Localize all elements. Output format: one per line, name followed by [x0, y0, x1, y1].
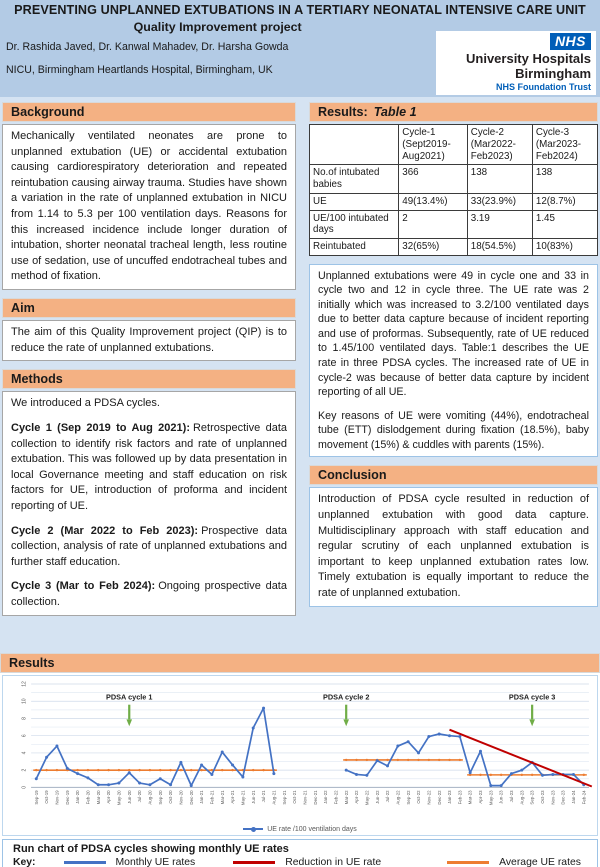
background-panel [2, 124, 296, 290]
svg-text:May-21: May-21 [240, 790, 246, 806]
svg-text:Jan-20: Jan-20 [75, 790, 81, 804]
results-heading-text: Results: [318, 105, 368, 119]
svg-text:2: 2 [21, 768, 28, 772]
cycle-3-label: Cycle 3 (Mar to Feb 2024): [11, 580, 156, 593]
svg-text:Feb-23: Feb-23 [457, 790, 463, 805]
svg-text:May-20: May-20 [116, 790, 122, 806]
svg-text:Oct-20: Oct-20 [168, 790, 174, 804]
svg-text:Jun-23: Jun-23 [498, 790, 504, 804]
svg-text:Nov-23: Nov-23 [550, 790, 556, 805]
svg-text:PDSA cycle 1: PDSA cycle 1 [106, 692, 153, 702]
conclusion-panel [309, 487, 598, 606]
svg-text:Oct-21: Oct-21 [292, 790, 298, 804]
cycle-1-text: Retrospective data collection to identify risk factors and rate of unplanned extubation. This was followed up by data presentation in local Governance meeting and staff education on risk factors for UE, introduction of proforma and incident reporting of UE. [11, 421, 287, 512]
chart-section [0, 653, 600, 867]
svg-text:PDSA cycle 2: PDSA cycle 2 [322, 692, 370, 702]
svg-text:Jan-23: Jan-23 [447, 790, 453, 804]
svg-text:Aug-22: Aug-22 [395, 790, 401, 805]
conclusion-text: Introduction of PDSA cycle resulted in reduction of unplanned extubation with good data capture. Multidisciplinary approach with staff education and regular scrutiny of each unplanned extubation is important to keep unplanned extubation rates low. Timely extubation is equally important to reduce the rate of unplanned extubation. [318, 493, 589, 599]
methods-heading: Methods [2, 369, 296, 389]
results-paragraph-1: Unplanned extubations were 49 in cycle one and 33 in cycle two and 12 in cycle three. The UE rate was 2 initially which was increased to 3.2/100 ventilated days due to better data capture because of incident reporting and use of proformas. Subsequently, rate of UE reduced to 1.45/100 ventilated days. Table:1 describes the UE rate in three PDSA cycles. The increased rate of UE in cycle-2 was because of better data capture by incident reporting of all UE. [318, 269, 589, 399]
left-column [2, 102, 296, 649]
cell: 18(54.5%) [467, 239, 532, 256]
cell: 49(13.4%) [399, 193, 467, 210]
svg-text:Apr-20: Apr-20 [106, 790, 112, 804]
svg-text:Jul-23: Jul-23 [509, 790, 515, 803]
poster-subtitle: Quality Improvement project [133, 20, 302, 34]
svg-text:Nov-19: Nov-19 [54, 790, 60, 805]
methods-cycle-3 [11, 579, 287, 610]
row-label: Reintubated [310, 239, 399, 256]
cell: 138 [467, 165, 532, 194]
cycle-2-text: Prospective data collection, analysis of rate of unplanned extubations and further staff education. [11, 524, 287, 568]
reduction-trend-line [449, 730, 591, 787]
poster-header [0, 0, 600, 97]
cycle-2-label: Cycle 2 (Mar 2022 to Feb 2023): [11, 524, 199, 537]
methods-cycle-1 [11, 421, 287, 515]
svg-text:Oct-19: Oct-19 [44, 790, 50, 804]
chart-series-legend [3, 823, 597, 835]
key-item-monthly: Monthly UE rates [115, 857, 196, 867]
svg-text:Feb-22: Feb-22 [333, 790, 339, 805]
svg-text:Nov-22: Nov-22 [426, 790, 432, 805]
logo-org-line1: University Hospitals [466, 51, 591, 66]
chart-key-row [13, 857, 587, 867]
row-label: UE [310, 193, 399, 210]
svg-text:Mar-20: Mar-20 [95, 790, 101, 805]
monthly-ue-line-icon [64, 861, 106, 864]
svg-text:Sep-22: Sep-22 [405, 790, 411, 805]
cell: 2 [399, 210, 467, 239]
series-legend-label: UE rate /100 ventilation days [267, 825, 357, 833]
chart-section-heading: Results [0, 653, 600, 673]
key-item-average: Average UE rates [499, 857, 581, 867]
svg-text:Aug-23: Aug-23 [519, 790, 525, 805]
svg-text:Sep-20: Sep-20 [157, 790, 163, 805]
svg-text:Dec-23: Dec-23 [560, 790, 566, 805]
svg-text:Oct-23: Oct-23 [540, 790, 546, 804]
svg-text:10: 10 [21, 698, 28, 705]
pdsa-annotations [106, 693, 555, 727]
methods-cycle-2 [11, 524, 287, 571]
svg-text:Dec-20: Dec-20 [188, 790, 194, 805]
main-columns [0, 97, 600, 653]
svg-text:0: 0 [21, 785, 28, 789]
svg-text:Jan-24: Jan-24 [571, 790, 577, 804]
cell: 138 [532, 165, 597, 194]
svg-text:Nov-21: Nov-21 [302, 790, 308, 805]
cell: 12(8.7%) [532, 193, 597, 210]
series-legend-line-icon [243, 828, 263, 830]
table-header-row [310, 125, 598, 165]
run-chart [2, 675, 598, 836]
methods-panel [2, 391, 296, 615]
svg-text:Sep-23: Sep-23 [529, 790, 535, 805]
svg-text:Dec-19: Dec-19 [64, 790, 70, 805]
logo-trust-line: NHS Foundation Trust [496, 82, 591, 92]
logo-org-line2: Birmingham [515, 66, 591, 81]
svg-text:Jan-21: Jan-21 [199, 790, 205, 804]
table-col-cycle2: Cycle-2 (Mar2022-Feb2023) [467, 125, 532, 165]
reduction-line-icon [233, 861, 275, 864]
row-label: No.of intubated babies [310, 165, 399, 194]
results-heading-note: Table 1 [373, 105, 417, 119]
right-column [309, 102, 598, 649]
results-paragraph-2: Key reasons of UE were vomiting (44%), endotracheal tube (ETT) dislodgement during fixation (18.5%), baby movement (15%) & cuddles with parents (15%). [318, 409, 589, 451]
svg-text:Mar-21: Mar-21 [219, 790, 225, 805]
average-line-icon [447, 861, 489, 864]
svg-text:Dec-21: Dec-21 [312, 790, 318, 805]
results-table-heading [309, 102, 598, 122]
cell: 33(23.9%) [467, 193, 532, 210]
svg-text:12: 12 [21, 681, 28, 687]
cell: 1.45 [532, 210, 597, 239]
svg-text:Sep-21: Sep-21 [281, 790, 287, 805]
cycle-3-text: Ongoing prospective data collection. [11, 580, 287, 609]
cycle-1-label: Cycle 1 (Sep 2019 to Aug 2021): [11, 421, 190, 434]
svg-text:Jun-22: Jun-22 [374, 790, 380, 804]
results-table [309, 124, 598, 256]
y-axis-labels [22, 681, 28, 789]
svg-text:Mar-23: Mar-23 [467, 790, 473, 805]
key-item-reduction: Reduction in UE rate [285, 857, 382, 867]
svg-text:Oct-22: Oct-22 [416, 790, 422, 804]
svg-text:6: 6 [21, 734, 28, 738]
table-row [310, 193, 598, 210]
chart-caption: Run chart of PDSA cycles showing monthly UE rates [13, 843, 289, 856]
conclusion-heading: Conclusion [309, 465, 598, 485]
aim-panel [2, 320, 296, 361]
table-row [310, 239, 598, 256]
svg-text:Jul-22: Jul-22 [385, 790, 391, 803]
svg-text:Nov-20: Nov-20 [178, 790, 184, 805]
svg-text:Apr-22: Apr-22 [354, 790, 360, 804]
methods-intro: We introduced a PDSA cycles. [11, 397, 160, 410]
svg-text:Mar-22: Mar-22 [343, 790, 349, 805]
svg-text:Jan-22: Jan-22 [323, 790, 329, 804]
background-heading: Background [2, 102, 296, 122]
svg-text:Aug-21: Aug-21 [271, 790, 277, 805]
chart-key-panel [2, 839, 598, 867]
background-text: Mechanically ventilated neonates are prone to unplanned extubation (UE) or accidental extubation causing cardiorespiratory deterioration and repeated reintubation causing airway trauma. Studies have shown a variation in the rate of unplanned extubation in NICU from 1.14 to 5.3 per 100 ventilation days. Reasons for this increased incidence include longer duration of intubation, shorter neonatal tracheal length, less routine use of sedation, use of uncuffed endotracheal tubes and method of fixation. [11, 130, 287, 283]
key-label: Key: [13, 857, 36, 867]
cell: 3.19 [467, 210, 532, 239]
cell: 32(65%) [399, 239, 467, 256]
svg-text:Feb-24: Feb-24 [581, 790, 587, 805]
svg-text:Dec-22: Dec-22 [436, 790, 442, 805]
svg-text:Jun-20: Jun-20 [126, 790, 132, 804]
svg-text:Apr-23: Apr-23 [478, 790, 484, 804]
cell: 366 [399, 165, 467, 194]
svg-text:Jul-20: Jul-20 [137, 790, 143, 803]
authors-line: Dr. Rashida Javed, Dr. Kanwal Mahadev, Dr. Harsha Gowda [6, 41, 289, 53]
svg-text:Apr-21: Apr-21 [230, 790, 236, 804]
aim-heading: Aim [2, 298, 296, 318]
cell: 10(83%) [532, 239, 597, 256]
svg-text:May-22: May-22 [364, 790, 370, 806]
table-row [310, 210, 598, 239]
svg-text:Feb-20: Feb-20 [85, 790, 91, 805]
svg-text:May-23: May-23 [488, 790, 494, 806]
affiliation-line: NICU, Birmingham Heartlands Hospital, Birmingham, UK [6, 64, 273, 76]
nhs-logo-icon: NHS [550, 33, 591, 50]
aim-text: The aim of this Quality Improvement project (QIP) is to reduce the rate of unplanned extubations. [11, 326, 287, 354]
table-row [310, 165, 598, 194]
row-label: UE/100 intubated days [310, 210, 399, 239]
table-col-cycle1: Cycle-1 (Sept2019-Aug2021) [399, 125, 467, 165]
svg-text:Sep-19: Sep-19 [33, 790, 39, 805]
svg-text:Feb-21: Feb-21 [209, 790, 215, 805]
svg-text:Jun-21: Jun-21 [250, 790, 256, 804]
svg-text:Aug-20: Aug-20 [147, 790, 153, 805]
nhs-logo [436, 31, 596, 95]
table-col-cycle3: Cycle-3 (Mar2023-Feb2024) [532, 125, 597, 165]
poster-title: PREVENTING UNPLANNED EXTUBATIONS IN A TERTIARY NEONATAL INTENSIVE CARE UNIT [14, 3, 586, 17]
table-corner-cell [310, 125, 399, 165]
svg-text:8: 8 [21, 717, 28, 720]
results-text-panel [309, 264, 598, 458]
svg-text:4: 4 [21, 751, 28, 755]
svg-text:PDSA cycle 3: PDSA cycle 3 [508, 692, 556, 702]
run-chart-svg [3, 677, 597, 823]
svg-text:Jul-21: Jul-21 [261, 790, 267, 803]
x-axis-labels [34, 790, 587, 805]
